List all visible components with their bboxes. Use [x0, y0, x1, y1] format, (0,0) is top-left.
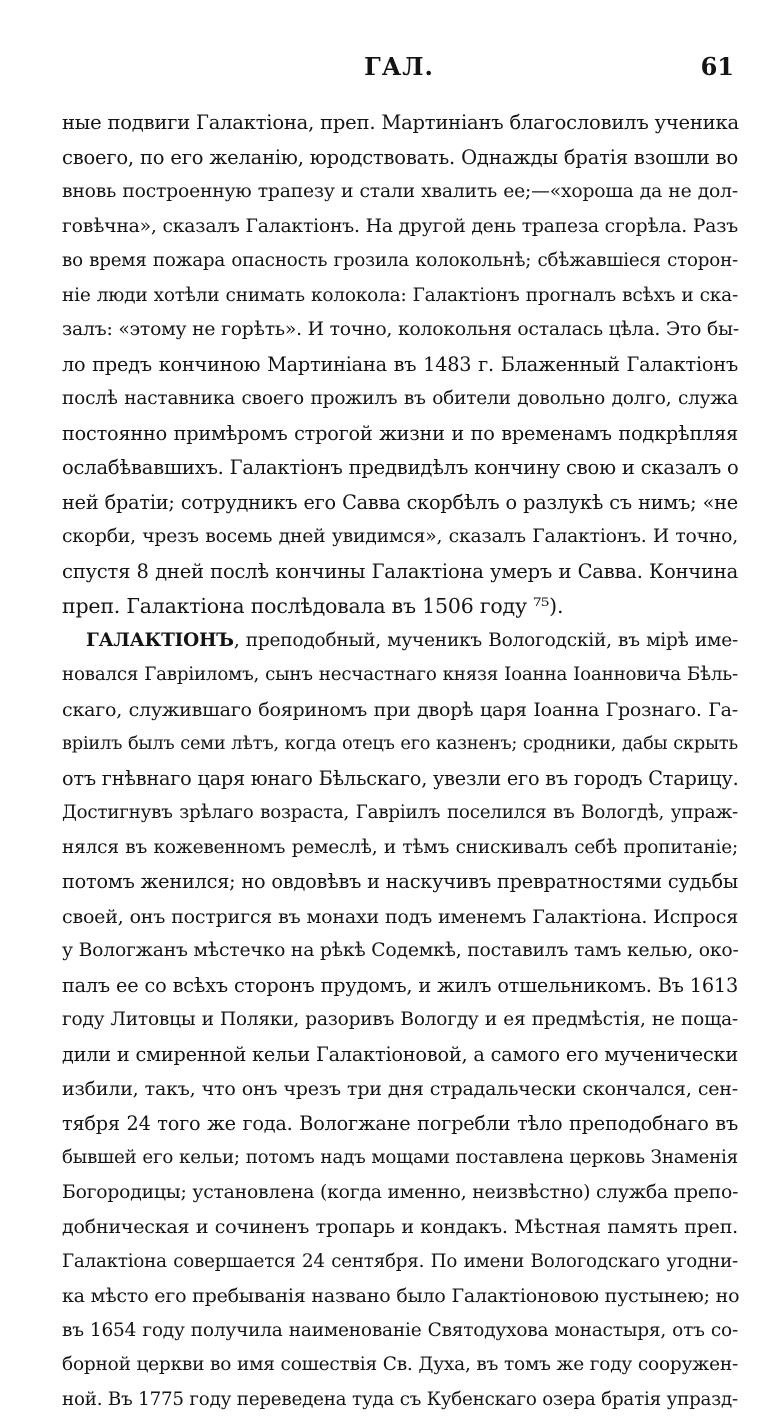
entry-line: у Вологжанъ мѣстечко на рѣкѣ Содемкѣ, поставилъ тамъ келью, око-	[62, 934, 738, 969]
entry-line: Достигнувъ зрѣлаго возраста, Гавріилъ поселился въ Вологдѣ, упраж-	[62, 796, 738, 831]
entry-line: палъ ее со всѣхъ сторонъ прудомъ, и жилъ отшельникомъ. Въ 1613	[62, 969, 738, 1004]
body-text	[62, 106, 738, 1417]
text-line: говѣчна», сказалъ Галактіонъ. На другой день трапеза сгорѣла. Разъ	[62, 210, 738, 245]
text-line: послѣ наставника своего прожилъ въ обители довольно долго, служа	[62, 382, 738, 417]
text-line: во время пожара опасность грозила колокольнѣ; сбѣжавшіеся сторон-	[62, 244, 738, 279]
text-line: своего, по его желанію, юродствовать. Однажды братія взошли во	[62, 141, 738, 176]
entry-line: ка мѣсто его пребыванія названо было Галактіоновою пустынею; но	[62, 1279, 738, 1314]
entry-line: Богородицы; установлена (когда именно, неизвѣстно) служба препо-	[62, 1176, 738, 1211]
text-line: ло предъ кончиною Мартиніана въ 1483 г. Блаженный Галактіонъ	[62, 348, 738, 383]
page-number: 61	[701, 52, 734, 81]
entry-line: потомъ женился; но овдовѣвъ и наскучивъ превратностями судьбы	[62, 865, 738, 900]
entry-first-line-text: , преподобный, мученикъ Вологодскій, въ мірѣ име-	[234, 630, 738, 651]
entry-line: отъ гнѣвнаго царя юнаго Бѣльскаго, увезли его въ городъ Старицу.	[62, 762, 738, 797]
entry-line: вріилъ былъ семи лѣтъ, когда отецъ его казненъ; сродники, дабы скрыть	[62, 727, 738, 762]
entry-line: въ 1654 году получила наименованіе Святодухова монастыря, отъ со-	[62, 1314, 738, 1349]
entry-line: скаго, служившаго бояриномъ при дворѣ царя Іоанна Грознаго. Га-	[62, 693, 738, 728]
entry-line: тября 24 того же года. Вологжане погребли тѣло преподобнаго въ	[62, 1107, 738, 1142]
text-line: постоянно примѣромъ строгой жизни и по временамъ подкрѣпляя	[62, 417, 738, 452]
entry-line: своей, онъ постригся въ монахи подъ именемъ Галактіона. Испрося	[62, 900, 738, 935]
entry-line: дили и смиренной кельи Галактіоновой, а самого его мученически	[62, 1038, 738, 1073]
entry-line: нялся въ кожевенномъ ремеслѣ, и тѣмъ снискивалъ себѣ пропитаніе;	[62, 831, 738, 866]
entry-headword: ГАЛАКТІОНЪ	[86, 630, 234, 651]
entry-line: году Литовцы и Поляки, разоривъ Вологду и ея предмѣстія, не поща-	[62, 1003, 738, 1038]
text-line: вновь построенную трапезу и стали хвалить ее;—«хороша да не дол-	[62, 175, 738, 210]
text-line: скорби, чрезъ восемь дней увидимся», сказалъ Галактіонъ. И точно,	[62, 520, 738, 555]
entry-line: бывшей его кельи; потомъ надъ мощами поставлена церковь Знаменія	[62, 1141, 738, 1176]
entry-line: Галактіона совершается 24 сентября. По имени Вологодскаго угодни-	[62, 1245, 738, 1280]
text-line: преп. Галактіона послѣдовала въ 1506 году ⁷⁵).	[62, 589, 738, 624]
entry-line: ной. Въ 1775 году переведена туда съ Кубенскаго озера братія упразд-	[62, 1383, 738, 1417]
entry-line: избили, такъ, что онъ чрезъ три дня страдальчески скончался, сен-	[62, 1072, 738, 1107]
entry-line: борной церкви во имя сошествія Св. Духа, въ томъ же году сооружен-	[62, 1348, 738, 1383]
text-line: залъ: «этому не горѣть». И точно, колокольня осталась цѣла. Это бы-	[62, 313, 738, 348]
text-line: ослабѣвавшихъ. Галактіонъ предвидѣлъ кончину свою и сказалъ о	[62, 451, 738, 486]
text-line: ней братіи; сотрудникъ его Савва скорбѣлъ о разлукѣ съ нимъ; «не	[62, 486, 738, 521]
entry-first-line	[62, 624, 738, 659]
text-line: ніе люди хотѣли снимать колокола: Галактіонъ прогналъ всѣхъ и ска-	[62, 279, 738, 314]
entry-line: новался Гавріиломъ, сынъ несчастнаго князя Іоанна Іоанновича Бѣль-	[62, 658, 738, 693]
text-line: спустя 8 дней послѣ кончины Галактіона умеръ и Савва. Кончина	[62, 555, 738, 590]
header-title: ГАЛ.	[62, 52, 736, 81]
entry-line: добническая и сочиненъ тропарь и кондакъ. Мѣстная память преп.	[62, 1210, 738, 1245]
text-line: ные подвиги Галактіона, преп. Мартиніанъ благословилъ ученика	[62, 106, 738, 141]
running-header	[62, 52, 736, 88]
